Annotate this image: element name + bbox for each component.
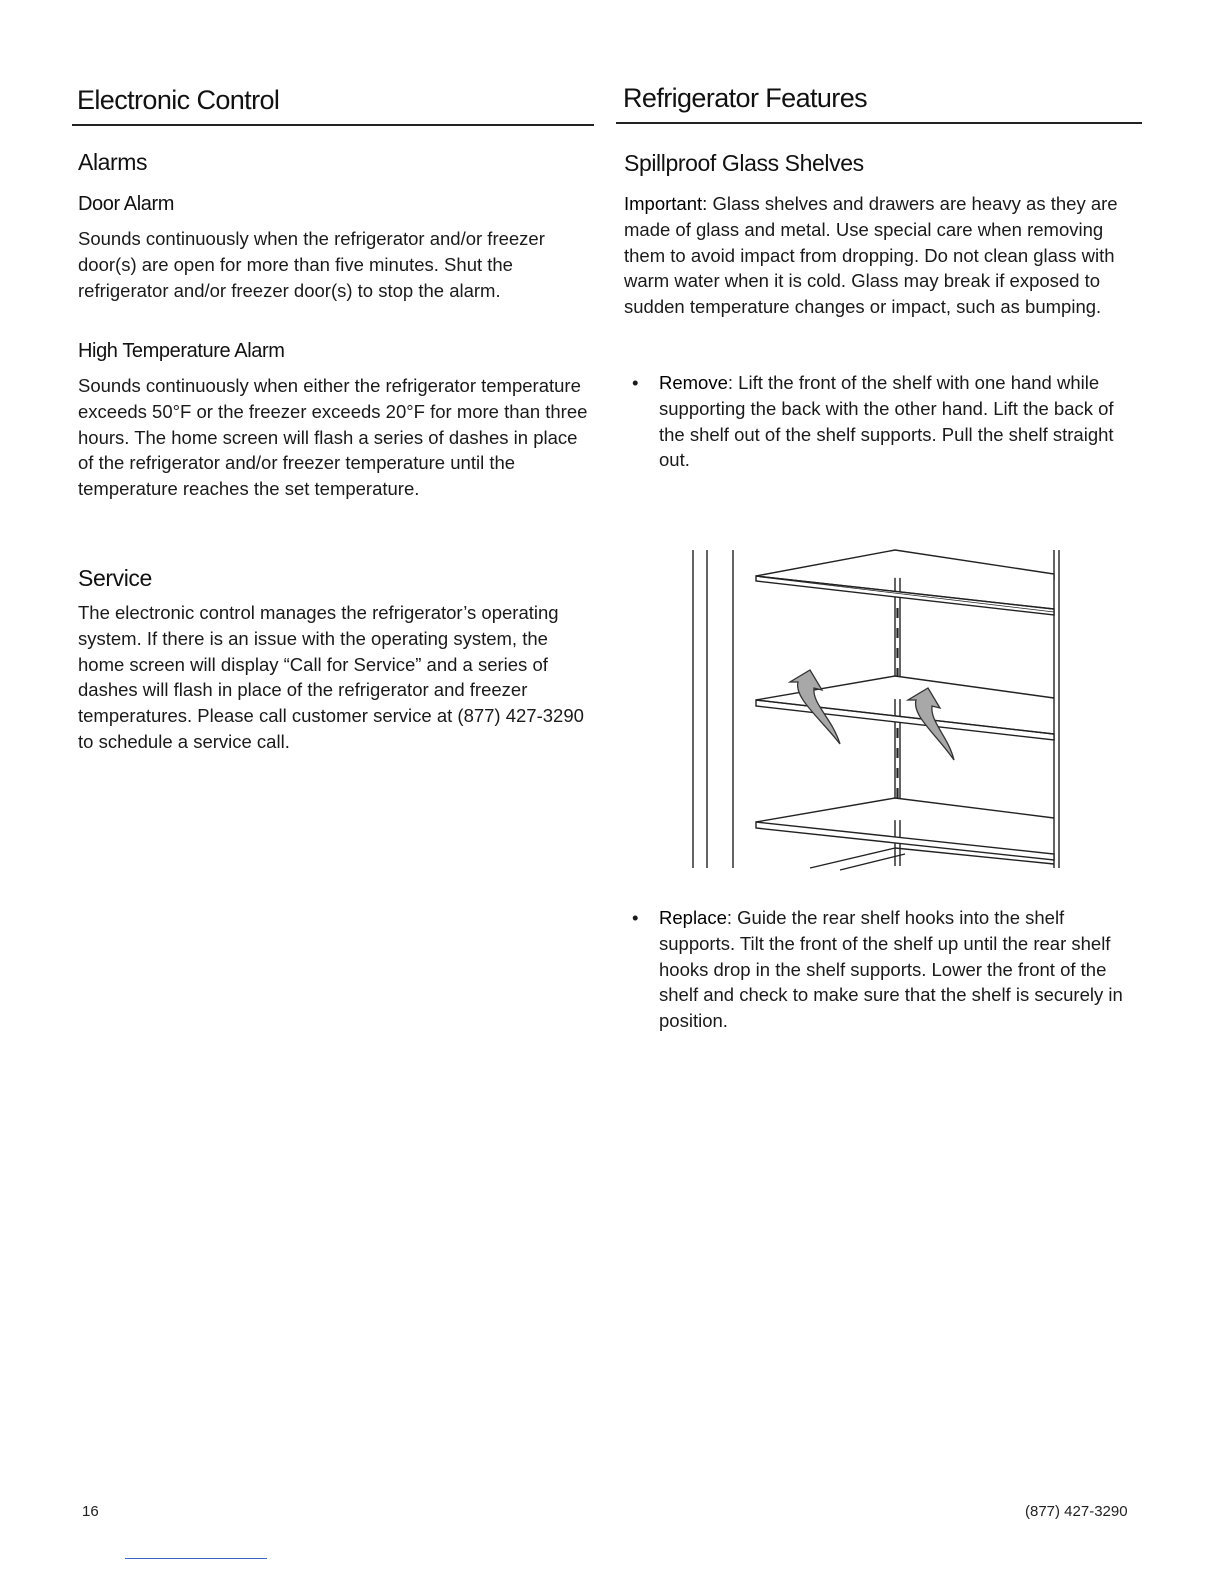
important-text: Glass shelves and drawers are heavy as they are made of glass and metal. Use special care when removing them to avoid impact from dropping. Do not clean glass with warm water when it is cold. Glass may break if exposed to sudden temperature changes or impact, such as bumping. xyxy=(624,193,1118,318)
bullet-glyph: • xyxy=(632,907,639,928)
bullet-glyph: • xyxy=(632,372,639,393)
section-title-refrigerator-features: Refrigerator Features xyxy=(616,82,1142,124)
replace-label: Replace xyxy=(659,907,727,928)
replace-bullet xyxy=(632,905,1134,1034)
spillproof-shelves-heading: Spillproof Glass Shelves xyxy=(624,150,864,176)
shelf-removal-illustration xyxy=(690,548,1062,872)
page-number: 16 xyxy=(82,1503,99,1520)
remove-bullet xyxy=(632,370,1134,473)
service-text: The electronic control manages the refrigerator’s operating system. If there is an issue with the operating system, the home screen will display “Call for Service” and a series of dashes will flash in place of the refrigerator and freezer temperatures. Please call customer service at (877) 427-3290 to schedule a service call. xyxy=(78,602,584,752)
high-temp-alarm-heading: High Temperature Alarm xyxy=(78,340,285,362)
footer-phone: (877) 427-3290 xyxy=(1025,1503,1128,1520)
remove-text: : Lift the front of the shelf with one hand while supporting the back with the other hand. Lift the back of the shelf out of the shelf supports. Pull the shelf straight out. xyxy=(659,372,1114,471)
important-note xyxy=(624,191,1132,320)
section-title-electronic-control: Electronic Control xyxy=(72,84,594,126)
service-heading: Service xyxy=(78,565,152,591)
door-alarm-text: Sounds continuously when the refrigerator and/or freezer door(s) are open for more than five minutes. Shut the refrigerator and/or freezer door(s) to stop the alarm. xyxy=(78,228,545,301)
alarms-heading: Alarms xyxy=(78,149,148,175)
important-label: Important: xyxy=(624,193,708,214)
replace-text: : Guide the rear shelf hooks into the shelf supports. Tilt the front of the shelf up until the rear shelf hooks drop in the shelf supports. Lower the front of the shelf and check to make sure that the shelf is securely in position. xyxy=(659,907,1123,1032)
footer-link-underline xyxy=(125,1558,267,1559)
high-temp-alarm-text: Sounds continuously when either the refrigerator temperature exceeds 50°F or the freezer exceeds 20°F for more than three hours. The home screen will flash a series of dashes in place of the refrigerator and/or freezer temperature until the temperature reaches the set temperature. xyxy=(78,375,588,500)
remove-label: Remove xyxy=(659,372,728,393)
door-alarm-heading: Door Alarm xyxy=(78,193,175,215)
